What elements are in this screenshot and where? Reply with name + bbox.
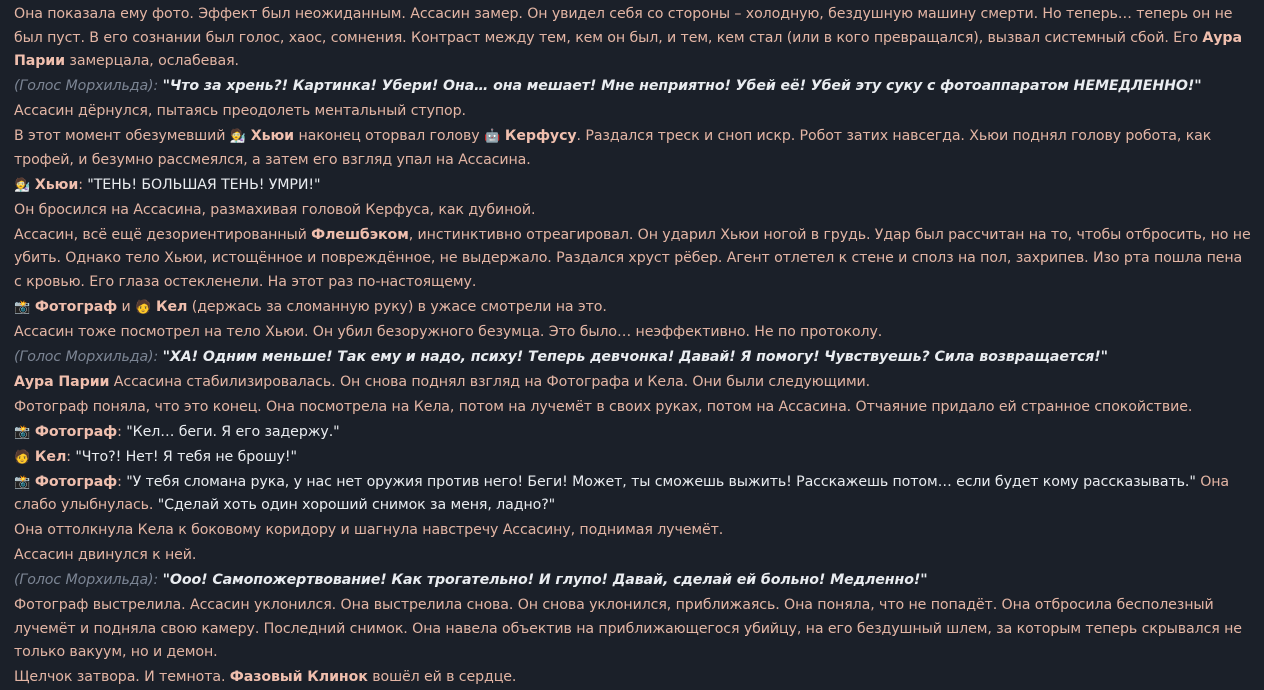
voice-label: (Голос Морхильда):	[14, 348, 163, 365]
emphasis-name: Аура Парии	[14, 29, 1242, 69]
dialogue-text: "У тебя сломана рука, у нас нет оружия против него! Беги! Может, ты сможешь выжить! Расскажешь потом… если будет кому рассказывать."	[126, 473, 1196, 490]
emphasis-name: Кел	[30, 448, 67, 465]
voice-quote: "Что за хрень?! Картинка! Убери! Она… она мешает! Мне неприятно! Убей её! Убей эту суку с фотоаппаратом НЕМЕДЛЕННО!"	[162, 78, 1202, 94]
paragraph-text: Ассасин двинулся к ней.	[14, 547, 197, 563]
paragraph-text: :	[117, 423, 127, 440]
paragraph-text: и	[117, 298, 136, 315]
narration-paragraph	[14, 199, 1254, 223]
voice-paragraph	[14, 75, 1254, 99]
paragraph-text: Ассасин тоже посмотрел на тело Хьюи. Он убил безоружного безумца. Это было… неэффективно. Не по протоколу.	[14, 323, 883, 340]
character-emoji-icon: 📸	[14, 424, 31, 440]
paragraph-text: наконец оторвал голову	[294, 128, 484, 144]
paragraph-text: Он бросился на Ассасина, размахивая головой Керфуса, как дубиной.	[14, 201, 536, 218]
character-emoji-icon: 📸	[14, 474, 31, 490]
emphasis-name: Аура Парии	[14, 373, 110, 390]
narration-paragraph	[14, 371, 1254, 395]
emphasis-name: Кел	[151, 298, 188, 315]
paragraph-text: замерцала, ослабевая.	[65, 53, 239, 69]
emphasis-name: Хьюи	[245, 128, 295, 144]
emphasis-name: Хьюи	[30, 176, 79, 193]
voice-quote: "Ооо! Самопожертвование! Как трогательно! И глупо! Давай, сделай ей больно! Медленно!"	[162, 572, 928, 588]
character-emoji-icon: 🧑	[135, 299, 152, 315]
paragraph-text: вошёл ей в сердце.	[367, 669, 517, 685]
paragraph-text: В этот момент обезумевший	[14, 128, 230, 144]
narration-paragraph	[14, 519, 1254, 543]
narration-paragraph	[14, 224, 1254, 295]
narration-paragraph	[14, 296, 1254, 320]
paragraph-text: Она оттолкнула Кела к боковому коридору и шагнула навстречу Ассасину, поднимая лучемёт.	[14, 522, 724, 538]
dialogue-text: "Что?! Нет! Я тебя не брошу!"	[75, 448, 297, 465]
speech-paragraph	[14, 174, 1254, 198]
character-emoji-icon: 🧑‍🔬	[14, 177, 31, 193]
paragraph-text: :	[66, 448, 76, 465]
paragraph-text: Ассасин, всё ещё дезориентированный	[14, 226, 312, 243]
paragraph-text: :	[117, 473, 127, 490]
paragraph-text: Фотограф поняла, что это конец. Она посмотрела на Кела, потом на лучемёт в своих руках, потом на Ассасина. Отчаяние придало ей странное спокойствие.	[14, 398, 1193, 415]
paragraph-text: Она слабо улыбнулась.	[14, 473, 1230, 513]
character-emoji-icon: 📸	[14, 299, 31, 315]
dialogue-text: "ТЕНЬ! БОЛЬШАЯ ТЕНЬ! УМРИ!"	[87, 176, 321, 193]
paragraph-text: Ассасина стабилизировалась. Он снова поднял взгляд на Фотографа и Кела. Они были следующими.	[109, 373, 871, 390]
narration-paragraph	[14, 594, 1254, 665]
emphasis-name: Флешбэком	[311, 226, 409, 243]
emphasis-name: Фотограф	[30, 423, 118, 440]
paragraph-text: Щелчок затвора. И темнота.	[14, 669, 230, 685]
narration-paragraph	[14, 100, 1254, 124]
paragraph-text: Она показала ему фото. Эффект был неожиданным. Ассасин замер. Он увидел себя со стороны – холодную, бездушную машину смерти. Но теперь… теперь он не был пуст. В его сознании был голос, хаос, сомнения. Контраст между тем, кем он был, и тем, кем стал (или в кого превращался), вызвал системный сбой. Его	[14, 6, 1233, 46]
emphasis-name: Керфусу	[500, 128, 577, 144]
character-emoji-icon: 🧑	[14, 449, 31, 465]
emphasis-name: Фотограф	[30, 473, 118, 490]
paragraph-text: . Раздался треск и сноп искр. Робот затих навсегда. Хьюи поднял голову робота, как трофей, и безумно рассмеялся, а затем его взгляд упал на Ассасина.	[14, 128, 1212, 168]
paragraph-text: Ассасин дёрнулся, пытаясь преодолеть ментальный ступор.	[14, 103, 466, 119]
character-emoji-icon: 🧑‍🔬	[229, 129, 246, 144]
narration-paragraph	[14, 125, 1254, 172]
narration-paragraph	[14, 666, 1254, 690]
speech-paragraph	[14, 421, 1254, 445]
voice-quote: "ХА! Одним меньше! Так ему и надо, психу! Теперь девчонка! Давай! Я помогу! Чувствуешь? Сила возвращается!"	[162, 348, 1108, 365]
narration-paragraph	[14, 3, 1254, 74]
paragraph-text: Фотограф выстрелила. Ассасин уклонился. Она выстрелила снова. Он снова уклонился, приближаясь. Она поняла, что не попадёт. Она отбросила бесполезный лучемёт и подняла свою камеру. Последний снимок. Она навела объектив на приближающегося убийцу, на его бездушный шлем, за которым теперь скрывался не только вакуум, но и демон.	[14, 597, 1242, 660]
dialogue-text: "Кел… беги. Я его задержу."	[126, 423, 340, 440]
voice-label: (Голос Морхильда):	[14, 572, 163, 588]
voice-label: (Голос Морхильда):	[14, 78, 163, 94]
paragraph-text: (держась за сломанную руку) в ужасе смотрели на это.	[187, 298, 607, 315]
narration-paragraph	[14, 396, 1254, 420]
paragraph-text: :	[78, 176, 88, 193]
narration-paragraph	[14, 544, 1254, 568]
emphasis-name: Фотограф	[30, 298, 118, 315]
emphasis-name: Фазовый Клинок	[229, 669, 368, 685]
character-emoji-icon: 🤖	[483, 129, 501, 144]
narration-paragraph	[14, 321, 1254, 345]
paragraph-text: , инстинктивно отреагировал. Он ударил Хьюи ногой в грудь. Удар был рассчитан на то, чтобы отбросить, но не убить. Однако тело Хьюи, истощённое и повреждённое, не выдержало. Раздался хруст рёбер. Агент отлетел к стене и сполз на пол, захрипев. Изо рта пошла пена с кровью. Его глаза остекленели. На этот раз по-настоящему.	[14, 226, 1251, 290]
voice-paragraph	[14, 346, 1254, 370]
dialogue-text: "Сделай хоть один хороший снимок за меня, ладно?"	[157, 497, 556, 513]
speech-paragraph	[14, 471, 1254, 518]
voice-paragraph	[14, 569, 1254, 593]
speech-paragraph	[14, 446, 1254, 470]
